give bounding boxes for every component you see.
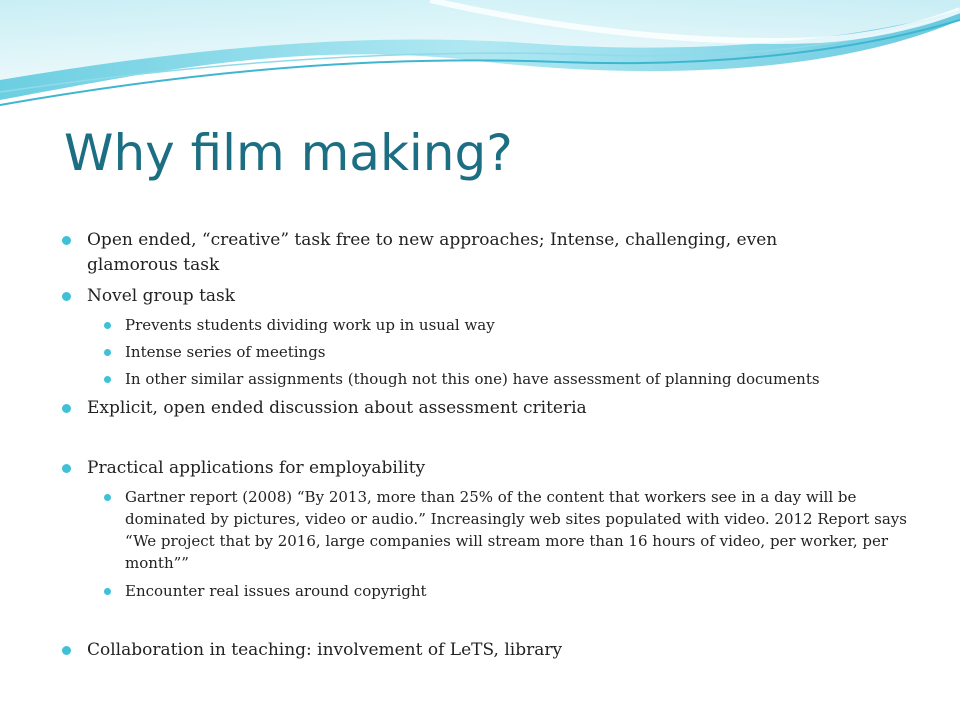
bullet-icon: [104, 349, 111, 356]
list-item: [125, 314, 915, 336]
list-item-text: Encounter real issues around copyright: [125, 582, 427, 600]
list-item-text: Prevents students dividing work up in usual way: [125, 316, 495, 334]
list-item: [125, 368, 915, 390]
bullet-icon: [62, 646, 71, 655]
list-item-text: Gartner report (2008) “By 2013, more than 25% of the content that workers see in a day will be dominated by pictures, video or audio.” Increasingly web sites populated with video. 2012 Report says “We project that by 2016, large companies will stream more than 16 hours of video, per worker, per month””: [125, 488, 907, 572]
list-item: [87, 396, 847, 421]
list-item: [125, 341, 915, 363]
list-item: [125, 580, 915, 602]
list-item-text: Novel group task: [87, 286, 236, 306]
list-item-text: Open ended, “creative” task free to new approaches; Intense, challenging, even glamorous task: [87, 230, 778, 275]
list-item-text: Intense series of meetings: [125, 343, 326, 361]
bullet-icon: [62, 292, 71, 301]
list-item-text: In other similar assignments (though not this one) have assessment of planning documents: [125, 370, 820, 388]
list-item: [87, 228, 847, 278]
list-item-text: Practical applications for employability: [87, 458, 426, 478]
bullet-icon: [104, 322, 111, 329]
list-item: [87, 456, 847, 481]
list-item-text: Explicit, open ended discussion about assessment criteria: [87, 398, 587, 418]
bullet-icon: [104, 376, 111, 383]
list-item: [125, 486, 910, 574]
list-item: [87, 284, 847, 309]
bullet-icon: [62, 404, 71, 413]
slide-title: Why film making?: [64, 124, 513, 182]
list-item: [87, 638, 847, 663]
bullet-icon: [104, 588, 111, 595]
bullet-icon: [62, 464, 71, 473]
bullet-icon: [104, 494, 111, 501]
bullet-icon: [62, 236, 71, 245]
list-item-text: Collaboration in teaching: involvement of LeTS, library: [87, 640, 563, 660]
